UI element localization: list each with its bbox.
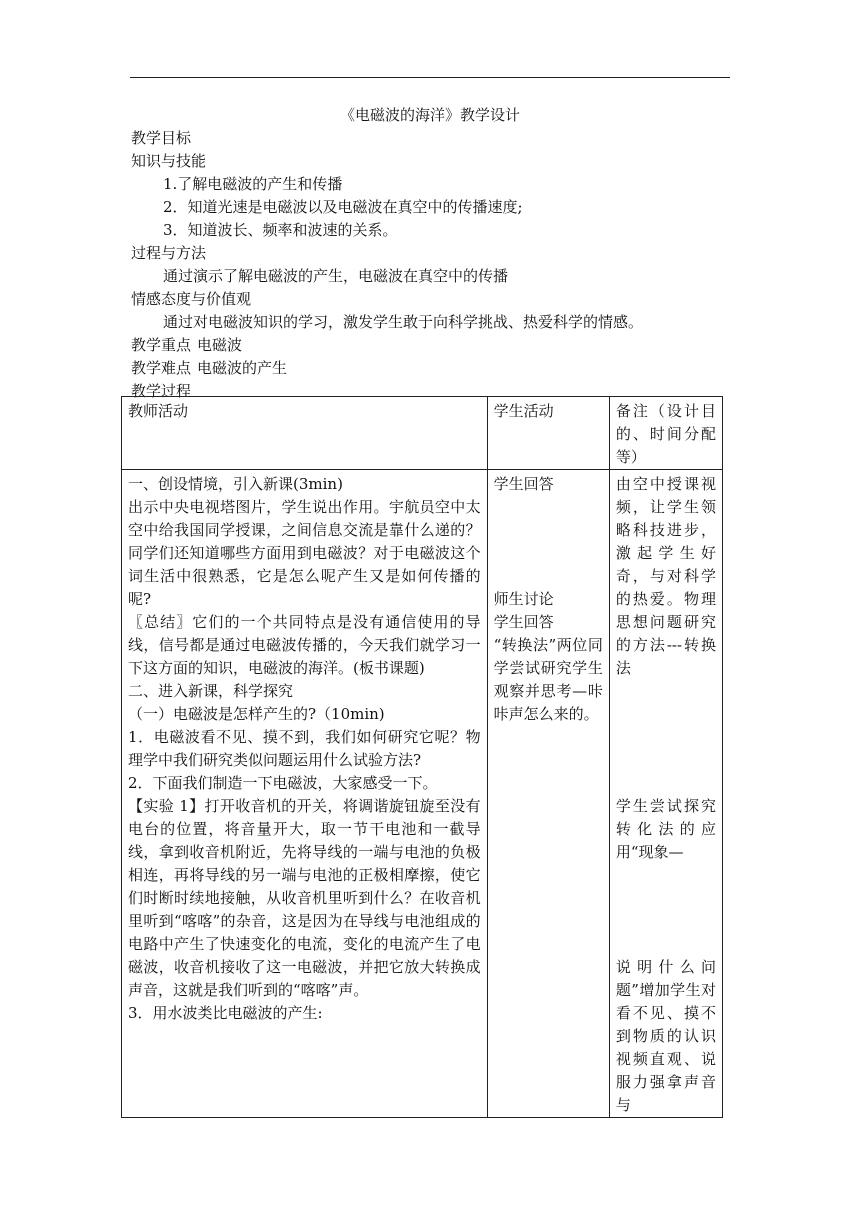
procedure-heading: 教学过程 (131, 382, 192, 400)
goals-heading: 教学目标 (131, 129, 192, 147)
student-line-2: 师生讨论 (493, 590, 554, 608)
procedure-table (121, 396, 723, 1118)
table-header-row (122, 397, 723, 470)
spacer (616, 680, 716, 795)
notes-line-3: 说明什么问题”增加学生对看不见、摸不到物质的认识视频直观、说服力强拿声音与 (615, 958, 716, 1114)
difficulty-line (131, 357, 731, 380)
student-line-3: 学生回答 (493, 613, 554, 631)
student-line-1: 学生回答 (493, 475, 554, 493)
teacher-line-5: （一）电磁波是怎样产生的?（10min) (128, 705, 385, 723)
header-rule (130, 77, 730, 78)
emotion-heading: 情感态度与价值观 (131, 290, 252, 308)
header-student: 学生活动 (487, 397, 609, 470)
spacer (494, 496, 603, 588)
process-heading: 过程与方法 (131, 244, 207, 262)
header-notes: 备注（设计目的、时间分配等） (609, 397, 722, 470)
teacher-line-9: 3．用水波类比电磁波的产生: (128, 1004, 323, 1022)
key-point-line (131, 334, 731, 357)
student-line-4: “转换法”两位同学尝试研究学生观察并思考—咔咔声怎么来的。 (493, 636, 603, 723)
notes-line-2: 学生尝试探究转化法的应用“现象— (615, 797, 716, 861)
teacher-line-8: 【实验 1】打开收音机的开关，将调谐旋钮旋至没有电台的位置，将音量开大，取一节干电池和一截导线，拿到收音机附近，先将导线的一端与电池的负极相连，再将导线的另一端与电池的正极相摩擦，使它们时断时续地接触，从收音机里听到什么？在收音机里听到“喀喀”的杂音，这是因为在导线与电池组成的电路中产生了快速变化的电流，变化的电流产生了电磁波，收音机接收了这一电磁波，并把它放大转换成声音，这就是我们听到的“喀喀”声。 (128, 797, 481, 999)
process-text: 通过演示了解电磁波的产生，电磁波在真空中的传播 (163, 267, 509, 285)
knowledge-item-2: 2．知道光速是电磁波以及电磁波在真空中的传播速度; (163, 198, 523, 216)
knowledge-item-1: 1.了解电磁波的产生和传播 (163, 175, 343, 193)
teacher-line-3: 〖总结〗它们的一个共同特点是没有通信使用的导线，信号都是通过电磁波传播的，今天我们就学习一下这方面的知识，电磁波的海洋。(板书课题) (128, 613, 481, 677)
knowledge-item-3: 3．知道波长、频率和波速的关系。 (163, 221, 398, 239)
knowledge-heading: 知识与技能 (131, 152, 207, 170)
teacher-line-2: 出示中央电视塔图片，学生说出作用。宇航员空中太空中给我国同学授课，之间信息交流是靠什么递的？同学们还知道哪些方面用到电磁波？对于电磁波这个词生活中很熟悉，它是怎么呢产生又是如何传播的呢? (128, 498, 481, 608)
header-teacher: 教师活动 (122, 397, 488, 470)
key-point-value: 电磁波 (197, 336, 243, 354)
document-body (131, 127, 731, 403)
teacher-activity-cell (122, 470, 488, 1118)
document-title: 《电磁波的海洋》教学设计 (339, 106, 520, 124)
teacher-line-4: 二、进入新课，科学探究 (128, 682, 294, 700)
table-row (122, 470, 723, 1118)
notes-cell (609, 470, 722, 1118)
teacher-line-6: 1．电磁波看不见、摸不到，我们如何研究它呢？物理学中我们研究类似问题运用什么试验方法? (128, 728, 481, 769)
teacher-line-1: 一、创设情境，引入新课(3min) (128, 475, 343, 493)
difficulty-value: 电磁波的产生 (197, 359, 288, 377)
teacher-line-7: 2．下面我们制造一下电磁波，大家感受一下。 (128, 774, 438, 792)
difficulty-label: 教学难点 (131, 359, 192, 377)
key-point-label: 教学重点 (131, 336, 192, 354)
spacer (616, 864, 716, 956)
student-activity-cell (487, 470, 609, 1118)
notes-line-1: 由空中授课视频，让学生领略科技进步，激起学生好奇，与对科学的热爱。物理思想问题研究的方法---转换法 (615, 475, 716, 677)
emotion-text: 通过对电磁波知识的学习，激发学生敢于向科学挑战、热爱科学的情感。 (163, 313, 644, 331)
